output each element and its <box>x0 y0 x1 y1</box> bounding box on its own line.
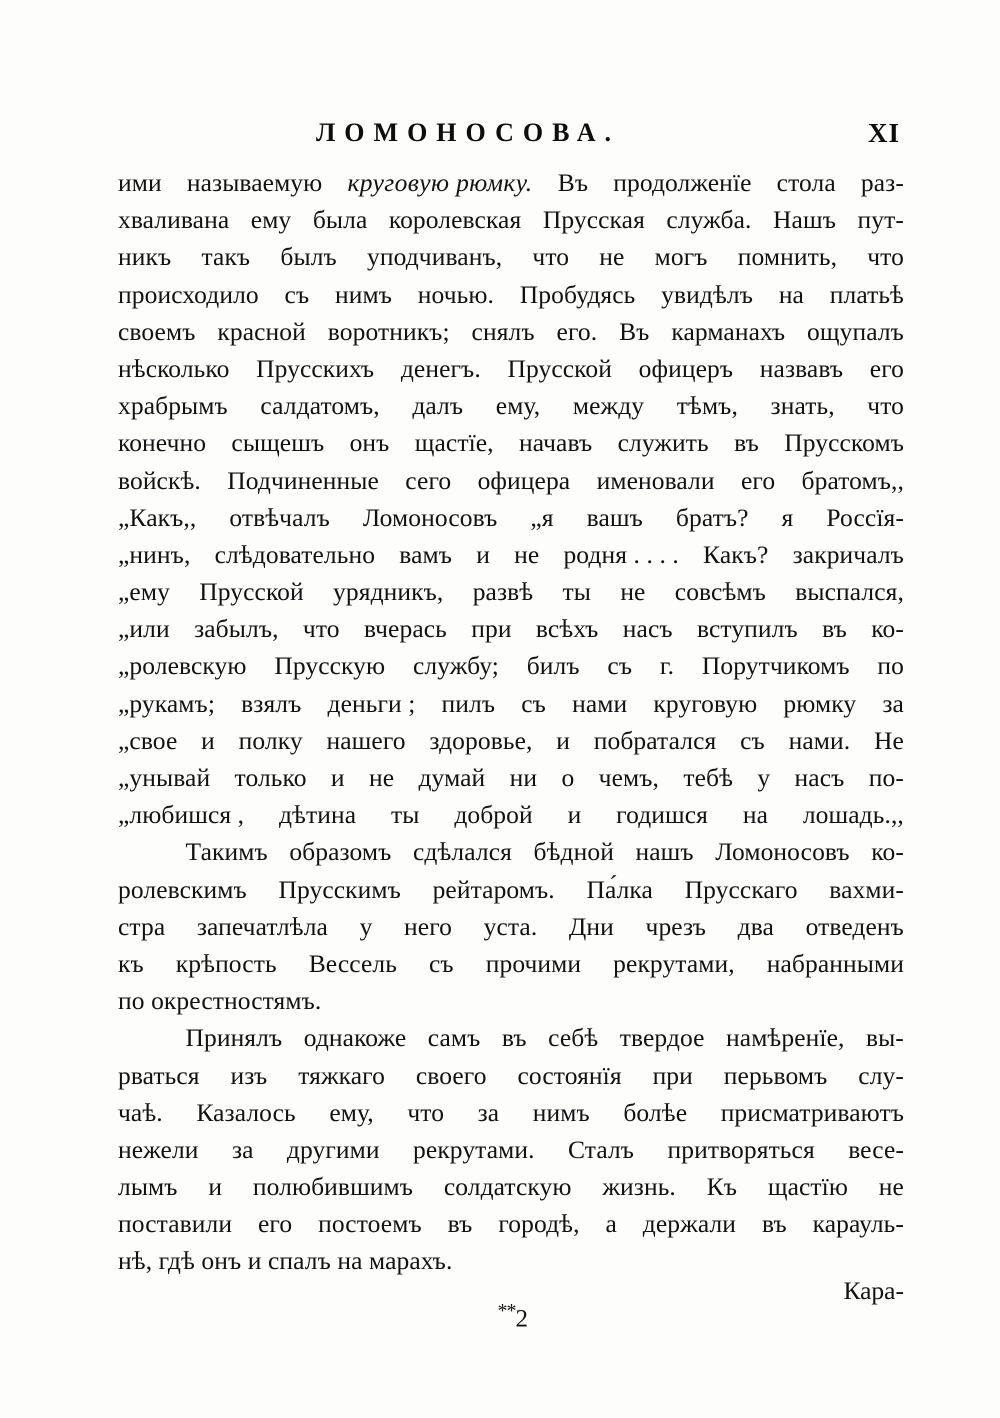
word: Не <box>873 725 904 755</box>
word: денегъ. <box>400 353 481 383</box>
word: Такимъ <box>185 837 268 867</box>
word: Прусской <box>199 577 304 607</box>
word: и <box>330 763 345 792</box>
word: тѣмъ, <box>676 391 738 421</box>
word: нежели <box>118 1134 199 1164</box>
paragraph-indent <box>118 1019 164 1056</box>
word: что <box>532 242 570 272</box>
catchword: Кара- <box>843 1276 904 1305</box>
word: была <box>312 205 368 235</box>
word: ты <box>391 800 420 830</box>
word: выспался, <box>795 577 904 607</box>
word: Прусскимъ <box>278 874 401 904</box>
text-line <box>118 945 904 982</box>
word: за <box>477 1097 500 1127</box>
word: у <box>359 911 373 941</box>
word: „рукамъ; <box>118 688 216 718</box>
word: ночью. <box>417 279 495 309</box>
word: былъ <box>280 242 337 272</box>
word: солдатскую <box>443 1172 572 1202</box>
word: ими <box>118 168 162 197</box>
word: урядникъ, <box>333 577 444 607</box>
word: помнить, <box>737 242 838 272</box>
word: красной <box>217 316 306 346</box>
word: лымъ <box>118 1172 178 1202</box>
word: чемъ, <box>598 763 659 792</box>
word: карманахъ <box>671 316 786 346</box>
word: нами. <box>788 725 851 755</box>
word: жизнь. <box>602 1172 676 1202</box>
word: уподчиванъ, <box>367 242 503 272</box>
word: при <box>652 1060 693 1090</box>
word: стола <box>776 168 836 197</box>
word: нимъ <box>335 279 393 309</box>
word: другими <box>286 1134 380 1164</box>
word: забылъ, <box>194 614 279 644</box>
word: нами <box>572 688 628 718</box>
word: а <box>605 1209 617 1239</box>
text-line <box>118 387 904 424</box>
word: онъ <box>349 428 390 458</box>
text-line <box>118 238 904 275</box>
word: съ <box>429 948 454 978</box>
word: и <box>567 800 582 830</box>
text-line <box>118 759 904 796</box>
word: изъ <box>230 1060 268 1090</box>
word: годишся <box>616 800 709 830</box>
text-line <box>118 313 904 350</box>
word: братъ? <box>675 502 749 532</box>
word: совсѣмъ <box>674 577 766 607</box>
word: нашъ <box>635 837 694 867</box>
word: и <box>556 725 570 755</box>
word: сыщешъ <box>231 428 325 458</box>
word: что <box>867 391 904 421</box>
text-line <box>118 424 904 461</box>
text-line <box>118 685 904 722</box>
word: крѣпость <box>175 948 277 978</box>
text-line <box>118 1205 904 1242</box>
word: его. <box>556 316 598 346</box>
word: воротникъ; <box>327 316 450 346</box>
signature-mark <box>460 1272 528 1361</box>
text-line <box>118 610 904 647</box>
word: „я <box>530 502 554 532</box>
word: поставили <box>118 1209 233 1239</box>
word: и <box>201 725 215 755</box>
text-line <box>118 276 904 313</box>
word: далъ <box>412 391 464 421</box>
text-line <box>118 201 904 238</box>
word: насъ <box>794 763 845 792</box>
word: Дни <box>568 911 614 941</box>
word: образомъ <box>289 837 392 867</box>
word: Па́лка <box>586 874 653 904</box>
word: чаѣ. <box>118 1097 163 1127</box>
word: Въ <box>557 168 589 197</box>
word: закричалъ <box>792 539 904 569</box>
word: намѣренїе, <box>726 1023 845 1053</box>
word: что <box>407 1097 445 1127</box>
word: о <box>561 763 575 792</box>
word: „любишся , <box>118 800 245 830</box>
word: съ <box>521 688 546 718</box>
word: вступилъ <box>697 614 798 644</box>
word: здоровье, <box>429 725 533 755</box>
word: служить <box>617 428 709 458</box>
word: Прусскомъ <box>784 428 904 458</box>
word: въ <box>822 614 847 644</box>
text-line <box>118 164 904 201</box>
page-title: ЛОМОНОСОВА. <box>315 118 621 147</box>
word: въ <box>761 1209 787 1239</box>
word: на <box>742 800 769 830</box>
word: по- <box>868 763 904 792</box>
word: доброй <box>454 800 533 830</box>
word: твердое <box>619 1023 705 1053</box>
word: вы- <box>865 1023 904 1053</box>
word: платьѣ <box>829 279 904 309</box>
word: у <box>757 763 771 792</box>
word: родня . . . . <box>563 539 679 569</box>
word: своемъ <box>118 316 196 346</box>
word: круговую <box>653 688 758 718</box>
word: Нашъ <box>773 205 837 235</box>
word: набранными <box>766 948 904 978</box>
word: рекрутами. <box>413 1134 535 1164</box>
text-line <box>118 1168 904 1205</box>
word: Подчиненные <box>227 465 379 495</box>
word: не <box>514 539 540 569</box>
word: ко- <box>871 614 904 644</box>
word: вахми- <box>829 874 904 904</box>
text-line <box>118 647 904 684</box>
word: слу- <box>858 1060 904 1090</box>
word: назвавъ <box>759 353 844 383</box>
word: что <box>867 242 904 272</box>
word: только <box>234 763 307 792</box>
word: ему <box>250 205 292 235</box>
word: не <box>620 577 646 607</box>
text-line <box>118 462 904 499</box>
word: Какъ? <box>703 539 769 569</box>
word: прочими <box>485 948 582 978</box>
word: съ <box>607 651 633 681</box>
word: вашъ <box>586 502 643 532</box>
word: Прусской <box>507 353 612 383</box>
running-head <box>118 118 900 158</box>
word: развѣ <box>472 577 534 607</box>
word: побратался <box>593 725 717 755</box>
word: раз- <box>860 168 904 197</box>
word: запечатлѣла <box>196 911 328 941</box>
page-footer <box>118 1272 904 1333</box>
word: полюбившимъ <box>252 1172 414 1202</box>
word: въ <box>501 1023 527 1053</box>
word: за <box>882 688 904 718</box>
word: такъ <box>201 242 251 272</box>
word: вчерась <box>363 614 447 644</box>
word: бѣдной <box>533 837 614 867</box>
word: не <box>368 763 395 792</box>
word: и <box>476 539 490 569</box>
word: притворяться <box>667 1134 815 1164</box>
word: рваться <box>118 1060 200 1090</box>
word: городѣ, <box>498 1209 580 1239</box>
word: за <box>231 1134 254 1164</box>
word: нѣсколько <box>118 353 230 383</box>
text-line <box>118 722 904 759</box>
word: постоемъ <box>318 1209 422 1239</box>
text-line <box>118 1057 904 1094</box>
signature-asterisks: ** <box>497 1300 516 1322</box>
word: называемую <box>186 168 323 197</box>
word: въ <box>447 1209 473 1239</box>
word: „свое <box>118 725 178 755</box>
paragraph-indent <box>118 833 164 870</box>
word: ты <box>562 577 592 607</box>
text-line <box>118 1019 904 1056</box>
word: въ <box>734 428 759 458</box>
page-number: XI <box>867 118 900 148</box>
text-line: нѣ, гдѣ онъ и спалъ на марахъ. <box>118 1246 453 1276</box>
word: не <box>878 1172 904 1202</box>
word: нашего <box>326 725 406 755</box>
word: Прусскихъ <box>256 353 375 383</box>
word: ему, <box>495 391 541 421</box>
text-line <box>118 833 904 870</box>
word: начавъ <box>518 428 593 458</box>
word: думай <box>418 763 486 792</box>
word: „ролевскую <box>118 651 247 681</box>
word: самъ <box>427 1023 481 1053</box>
word: съ <box>284 279 310 309</box>
word: снялъ <box>471 316 535 346</box>
word: присматриваютъ <box>720 1097 904 1127</box>
word: офицеръ <box>638 353 734 383</box>
word: щастїю <box>767 1172 848 1202</box>
word: служба. <box>666 205 752 235</box>
word: рейтаромъ. <box>432 874 555 904</box>
word: „нинъ, <box>118 539 191 569</box>
word: хваливана <box>118 205 230 235</box>
word: могъ <box>654 242 708 272</box>
word: ролевскимъ <box>118 874 247 904</box>
word: Прусскаго <box>684 874 798 904</box>
word: Порутчикомъ <box>701 651 850 681</box>
word: тяжкаго <box>298 1060 385 1090</box>
word: при <box>471 614 512 644</box>
word: дѣтина <box>278 800 357 830</box>
word: рекрутами, <box>613 948 735 978</box>
word: пут- <box>857 205 904 235</box>
word: королевская <box>388 205 522 235</box>
word: на <box>778 279 804 309</box>
word: сего <box>405 465 452 495</box>
word: между <box>572 391 645 421</box>
word: и <box>208 1172 223 1202</box>
word: тебѣ <box>683 763 734 792</box>
word: ощупалъ <box>807 316 904 346</box>
word: знать, <box>770 391 835 421</box>
text-line <box>118 871 904 908</box>
text-line <box>118 350 904 387</box>
word: ни <box>509 763 538 792</box>
word: офицера <box>477 465 571 495</box>
word: перьвомъ <box>723 1060 828 1090</box>
text-line <box>118 908 904 945</box>
word: Россїя- <box>826 502 904 532</box>
word: что <box>302 614 340 644</box>
word: ему, <box>329 1097 374 1127</box>
text-line <box>118 796 904 833</box>
word: Ломоносовъ <box>362 502 498 532</box>
word: билъ <box>526 651 580 681</box>
word: Къ <box>706 1172 738 1202</box>
word: Сталъ <box>568 1134 635 1164</box>
word: Ломоносовъ <box>715 837 850 867</box>
text-line: по окрестностямъ. <box>118 986 322 1016</box>
word: взялъ <box>241 688 302 718</box>
word: однакоже <box>303 1023 407 1053</box>
text-line <box>118 499 904 536</box>
word: именовали <box>596 465 715 495</box>
word: отведенъ <box>805 911 904 941</box>
word: всѣхъ <box>535 614 599 644</box>
emphasis-phrase: круговую рюмку. <box>347 168 533 197</box>
word: по <box>877 651 904 681</box>
word: Казалось <box>196 1097 296 1127</box>
text-line <box>118 536 904 573</box>
word: съ <box>740 725 765 755</box>
word: службу; <box>412 651 499 681</box>
word: не <box>599 242 625 272</box>
word: отвѣчалъ <box>229 502 330 532</box>
body-text <box>118 164 904 1280</box>
word: рюмку <box>783 688 857 718</box>
word: салдатомъ, <box>260 391 380 421</box>
text-line <box>118 573 904 610</box>
word: Пробудясь <box>519 279 636 309</box>
word: насъ <box>622 614 673 644</box>
signature-number: 2 <box>515 1305 528 1333</box>
word: конечно <box>118 428 207 458</box>
word: Прусскую <box>274 651 386 681</box>
word: карауль- <box>812 1209 904 1239</box>
word: своего <box>415 1060 487 1090</box>
word: полку <box>238 725 303 755</box>
word: него <box>404 911 452 941</box>
word: г. <box>659 651 675 681</box>
word: Въ <box>619 316 650 346</box>
word: „ему <box>118 577 170 607</box>
word: два <box>737 911 774 941</box>
word: уста. <box>483 911 538 941</box>
word: происходило <box>118 279 259 309</box>
word: храбрымъ <box>118 391 228 421</box>
word: весе- <box>848 1134 904 1164</box>
word: лошадь.,, <box>802 800 904 830</box>
word: щастїе, <box>414 428 494 458</box>
word: Прусская <box>542 205 645 235</box>
word: вамъ <box>399 539 453 569</box>
word: братомъ,, <box>801 465 904 495</box>
word: его <box>257 1209 293 1239</box>
word: себѣ <box>548 1023 599 1053</box>
word: стра <box>118 911 166 941</box>
word: его <box>869 353 904 383</box>
word: продолженїе <box>613 168 752 197</box>
word: увидѣлъ <box>661 279 754 309</box>
word: „Какъ,, <box>118 502 197 532</box>
word: болѣе <box>623 1097 688 1127</box>
word: ко- <box>871 837 904 867</box>
word: сдѣлался <box>412 837 512 867</box>
word: войскѣ. <box>118 465 201 495</box>
word: Вессель <box>308 948 397 978</box>
word: къ <box>118 948 144 978</box>
text-line <box>118 1131 904 1168</box>
word: его <box>740 465 776 495</box>
word: нимъ <box>532 1097 590 1127</box>
word: пилъ <box>441 688 496 718</box>
word: „унывай <box>118 763 211 792</box>
word: чрезъ <box>645 911 707 941</box>
text-line <box>118 1094 904 1131</box>
word: слѣдовательно <box>214 539 376 569</box>
word: я <box>781 502 794 532</box>
word: Принялъ <box>185 1023 283 1053</box>
word: никъ <box>118 242 172 272</box>
word: держали <box>642 1209 737 1239</box>
word: „или <box>118 614 170 644</box>
word: состоянїя <box>517 1060 622 1090</box>
word: деньги ; <box>327 688 416 718</box>
